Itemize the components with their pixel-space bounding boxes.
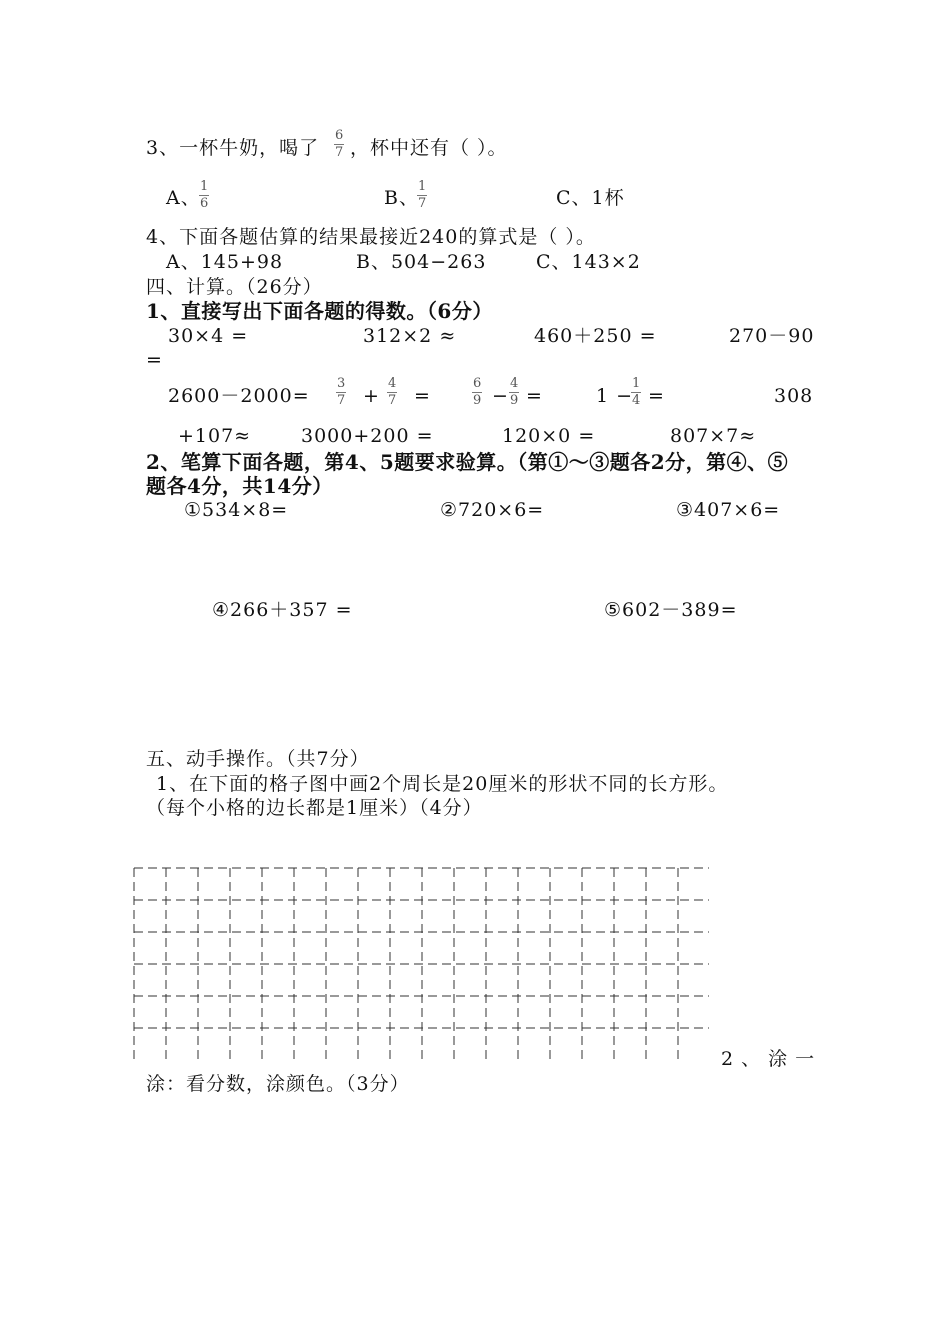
q3-question bbox=[146, 137, 319, 159]
calc-row2-item5: 308 bbox=[774, 385, 814, 407]
q3-option-c: C、1杯 bbox=[556, 187, 625, 209]
calc-row2-item1: 2600－2000= bbox=[168, 385, 310, 407]
frac-den: 9 bbox=[473, 393, 482, 408]
section4-title: 四、计算。（26分） bbox=[146, 276, 323, 298]
calc-row1-item1: 30×4 = bbox=[168, 325, 249, 347]
calc-row2-eq2: = bbox=[526, 385, 543, 407]
frac-den: 9 bbox=[510, 393, 519, 408]
calc-row3-item4: 807×7≈ bbox=[670, 425, 757, 447]
frac-num: 6 bbox=[473, 376, 482, 391]
section5-q1-line2: （每个小格的边长都是1厘米）（4分） bbox=[146, 797, 483, 819]
calc-row2-op2: − bbox=[492, 385, 509, 407]
calc-row1-item4: 270－90 bbox=[729, 325, 815, 347]
frac-den: 7 bbox=[337, 393, 346, 408]
frac-den: 4 bbox=[632, 393, 641, 408]
frac-num: 4 bbox=[388, 376, 397, 391]
calc-row2-item4-pre: 1 − bbox=[596, 385, 634, 407]
written-problem-1: ①534×8= bbox=[184, 499, 289, 521]
calc-row2-frac-e bbox=[631, 377, 641, 408]
q4-option-a: A、145+98 bbox=[166, 251, 284, 273]
written-problem-3: ③407×6= bbox=[676, 499, 781, 521]
q3-fraction-den: 7 bbox=[335, 145, 344, 160]
section5-q2-line1: 2、涂一 bbox=[721, 1048, 823, 1070]
q3-question-pre: 3、一杯牛奶，喝了 bbox=[146, 137, 320, 159]
written-problem-5: ⑤602－389= bbox=[604, 599, 738, 621]
calc-row3-item2: 3000+200 = bbox=[301, 425, 434, 447]
q3-option-a-label: A、 bbox=[166, 187, 201, 209]
calc-row2-op: + bbox=[363, 385, 380, 407]
calc-row1-item3: 460＋250 = bbox=[534, 325, 657, 347]
q3-option-b-fraction bbox=[417, 180, 427, 211]
section5-q1-line1: 1、在下面的格子图中画2个周长是20厘米的形状不同的长方形。 bbox=[156, 773, 729, 795]
frac-num: 3 bbox=[337, 376, 346, 391]
q3-option-b-label: B、 bbox=[384, 187, 419, 209]
calc-row1-wrap: = bbox=[146, 349, 163, 371]
calc-row3-item1: +107≈ bbox=[178, 425, 252, 447]
q3-fraction-num: 6 bbox=[335, 128, 344, 143]
q3-option-a-fraction bbox=[199, 180, 209, 211]
calc-row2-frac-a bbox=[336, 377, 346, 408]
q3-option-a-num: 1 bbox=[200, 179, 209, 194]
q4-option-c: C、143×2 bbox=[536, 251, 641, 273]
calc-row3-item3: 120×0 = bbox=[502, 425, 596, 447]
q3-fraction bbox=[334, 129, 344, 160]
calc-row2-eq: = bbox=[414, 385, 431, 407]
written-problem-2: ②720×6= bbox=[440, 499, 545, 521]
calc-row2-frac-c bbox=[472, 377, 482, 408]
q3-option-b-num: 1 bbox=[418, 179, 427, 194]
q3-option-b-den: 7 bbox=[418, 196, 427, 211]
written-problem-4: ④266＋357 = bbox=[212, 599, 353, 621]
calc-row2-frac-d bbox=[509, 377, 519, 408]
square-grid bbox=[133, 867, 709, 1059]
section5-title: 五、动手操作。（共7分） bbox=[146, 748, 370, 770]
section4-part2-title-2: 题各4分，共14分） bbox=[146, 474, 333, 498]
q3-question-post: ，杯中还有（ ）。 bbox=[350, 137, 508, 159]
section4-part2-title-1: 2、笔算下面各题，第4、5题要求验算。（第①～③题各2分，第④、⑤ bbox=[146, 450, 789, 474]
q4-option-b: B、504−263 bbox=[356, 251, 487, 273]
calc-row2-eq3: = bbox=[648, 385, 665, 407]
section4-part1-title: 1、直接写出下面各题的得数。（6分） bbox=[146, 299, 493, 323]
calc-row1-item2: 312×2 ≈ bbox=[363, 325, 457, 347]
frac-num: 4 bbox=[510, 376, 519, 391]
frac-num: 1 bbox=[632, 376, 641, 391]
section5-q2-line2: 涂：看分数，涂颜色。（3分） bbox=[146, 1073, 410, 1095]
q3-option-a-den: 6 bbox=[200, 196, 209, 211]
frac-den: 7 bbox=[388, 393, 397, 408]
q4-question: 4、下面各题估算的结果最接近240的算式是（ ）。 bbox=[146, 226, 596, 248]
calc-row2-frac-b bbox=[387, 377, 397, 408]
